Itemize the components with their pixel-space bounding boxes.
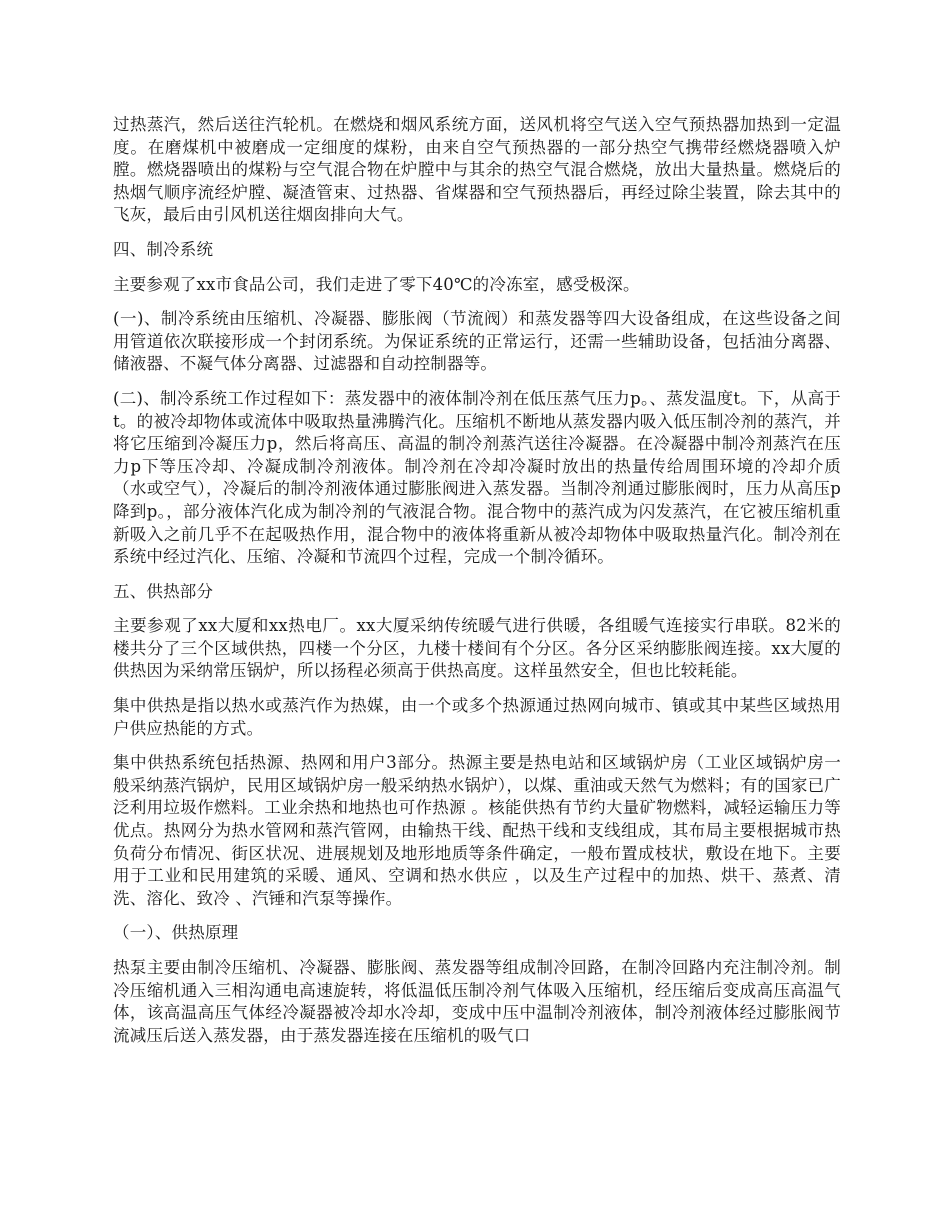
paragraph-central-heating-system: 集中供热系统包括热源、热网和用户3部分。热源主要是热电站和区域锅炉房（工业区域锅炉房一般采纳蒸汽锅炉，民用区域锅炉房一般采纳热水锅炉），以煤、重油或天然气为燃料；有的国家已广泛利用垃圾作燃料。工业余热和地热也可作热源 。核能供热有节约大量矿物燃料，减轻运输压力等优点。热网分为热水管网和蒸汽管网，由输热干线、配热干线和支线组成，其布局主要根据城市热负荷分布情况、街区状况、进展规划及地形地质等条件确定，一般布置成枝状，敷设在地下。主要用于工业和民用建筑的采暖、通风、空调和热水供应 ，以及生产过程中的加热、烘干、蒸煮、清洗、溶化、致冷 、汽锤和汽泵等操作。	[113, 753, 841, 908]
paragraph-central-heating-definition: 集中供热是指以热水或蒸汽作为热媒，由一个或多个热源通过热网向城市、镇或其中某些区域热用户供应热能的方式。	[113, 696, 841, 738]
document-body	[113, 114, 841, 1059]
paragraph-refrigeration-components: (一)、制冷系统由压缩机、冷凝器、膨胀阀（节流阀）和蒸发器等四大设备组成，在这些设备之间用管道依次联接形成一个封闭系统。为保证系统的正常运行，还需一些辅助设备，包括油分离器、储液器、不凝气体分离器、过滤器和自动控制器等。	[113, 309, 841, 374]
section-heading-heating: 五、供热部分	[113, 581, 214, 601]
paragraph-visit-food-company: 主要参观了xx市食品公司，我们走进了零下40℃的冷冻室，感受极深。	[113, 274, 640, 294]
paragraph-boiler-process: 过热蒸汽，然后送往汽轮机。在燃烧和烟风系统方面，送风机将空气送入空气预热器加热到一定温度。在磨煤机中被磨成一定细度的煤粉，由来自空气预热器的一部分热空气携带经燃烧器喷入炉膛。燃烧器喷出的煤粉与空气混合物在炉膛中与其余的热空气混合燃烧，放出大量热量。燃烧后的热烟气顺序流经炉膛、凝渣管束、过热器、省煤器和空气预热器后，再经过除尘装置，除去其中的飞灰，最后由引风机送往烟囱排向大气。	[113, 115, 841, 225]
paragraph-heat-pump: 热泵主要由制冷压缩机、冷凝器、膨胀阀、蒸发器等组成制冷回路，在制冷回路内充注制冷剂。制冷压缩机通入三相沟通电高速旋转，将低温低压制冷剂气体吸入压缩机，经压缩后变成高压高温气体，该高温高压气体经冷凝器被冷却水冷却，变成中压中温制冷剂液体，制冷剂液体经过膨胀阀节流减压后送入蒸发器，由于蒸发器连接在压缩机的吸气口	[113, 958, 841, 1045]
paragraph-refrigeration-process: (二)、制冷系统工作过程如下：蒸发器中的液体制冷剂在低压蒸气压力p。、蒸发温度t。下，从高于t。的被冷却物体或流体中吸取热量沸腾汽化。压缩机不断地从蒸发器内吸入低压制冷剂的蒸汽，并将它压缩到冷凝压力p，然后将高压、高温的制冷剂蒸汽送往冷凝器。在冷凝器中制冷剂蒸汽在压力p下等压冷却、冷凝成制冷剂液体。制冷剂在冷却冷凝时放出的热量传给周围环境的冷却介质（水或空气），冷凝后的制冷剂液体通过膨胀阀进入蒸发器。当制冷剂通过膨胀阀时，压力从高压p降到p。，部分液体汽化成为制冷剂的气液混合物。混合物中的蒸汽成为闪发蒸汽，在它被压缩机重新吸入之前几乎不在起吸热作用，混合物中的液体将重新从被冷却物体中吸取热量汽化。制冷剂在系统中经过汽化、压缩、冷凝和节流四个过程，完成一个制冷循环。	[113, 388, 841, 567]
paragraph-visit-building: 主要参观了xx大厦和xx热电厂。xx大厦采纳传统暖气进行供暖，各组暖气连接实行串联。82米的楼共分了三个区域供热，四楼一个分区，九楼十楼间有个分区。各分区采纳膨胀阀连接。xx大厦的供热因为采纳常压锅炉，所以扬程必须高于供热高度。这样虽然安全，但也比较耗能。	[113, 616, 841, 681]
subsection-heading-heating-principle: （一）、供热原理	[113, 923, 239, 943]
section-heading-refrigeration: 四、制冷系统	[113, 239, 214, 259]
